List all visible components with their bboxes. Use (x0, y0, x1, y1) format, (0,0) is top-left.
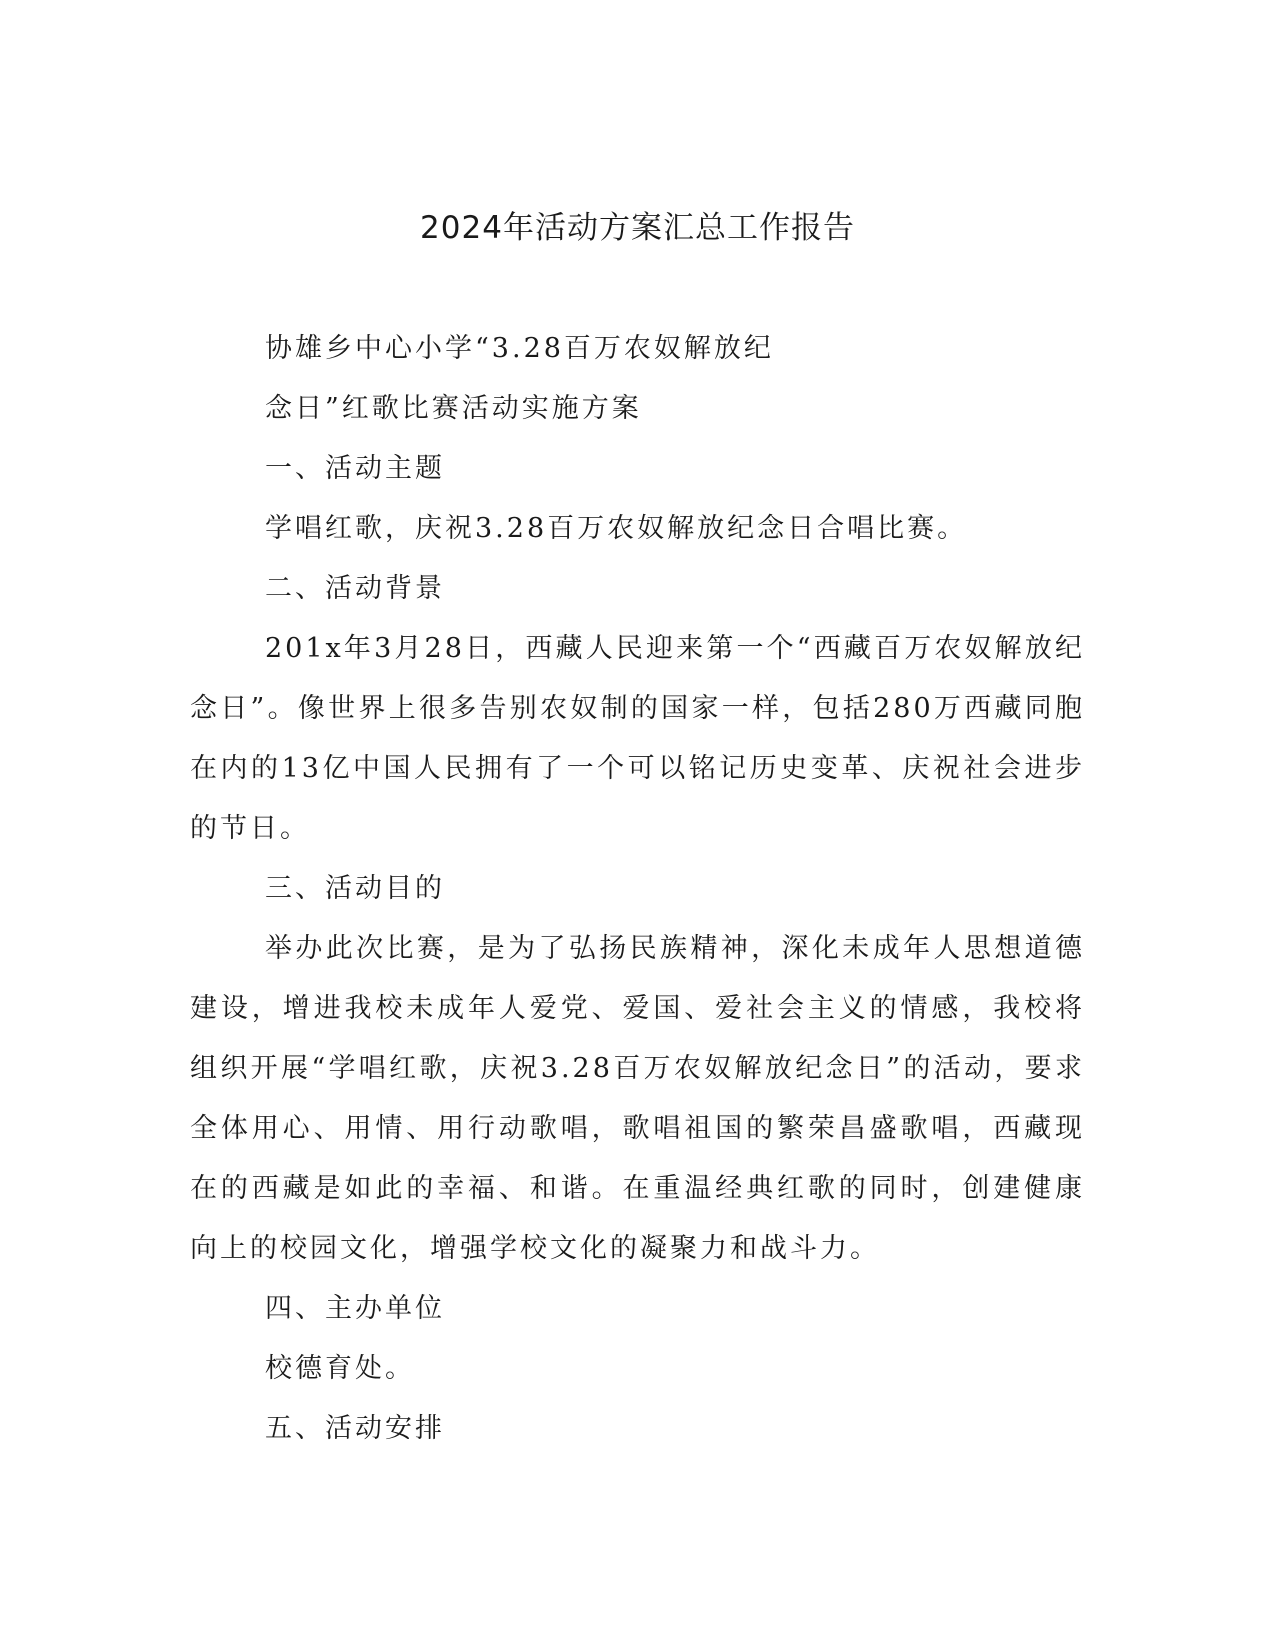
section-heading-purpose: 三、活动目的 (265, 873, 445, 904)
section-heading-arrangement: 五、活动安排 (265, 1413, 445, 1444)
paragraph-organizer: 校德育处。 (265, 1353, 415, 1384)
document-title: 2024年活动方案汇总工作报告 (420, 210, 855, 246)
section-heading-theme: 一、活动主题 (265, 453, 445, 484)
document-body (190, 319, 1085, 1459)
subtitle-line-1: 协雄乡中心小学“3.28百万农奴解放纪 (265, 333, 774, 364)
paragraph-purpose: 举办此次比赛，是为了弘扬民族精神，深化未成年人思想道德建设，增进我校未成年人爱党、爱国、爱社会主义的情感，我校将组织开展“学唱红歌，庆祝3.28百万农奴解放纪念日”的活动，要求全体用心、用情、用行动歌唱，歌唱祖国的繁荣昌盛歌唱，西藏现在的西藏是如此的幸福、和谐。在重温经典红歌的同时，创建健康向上的校园文化，增强学校文化的凝聚力和战斗力。 (190, 933, 1085, 1264)
paragraph-theme: 学唱红歌，庆祝3.28百万农奴解放纪念日合唱比赛。 (265, 513, 968, 544)
paragraph-background: 201x年3月28日，西藏人民迎来第一个“西藏百万农奴解放纪念日”。像世界上很多告别农奴制的国家一样，包括280万西藏同胞在内的13亿中国人民拥有了一个可以铭记历史变革、庆祝社会进步的节日。 (190, 633, 1085, 844)
section-heading-organizer: 四、主办单位 (265, 1293, 445, 1324)
section-heading-background: 二、活动背景 (265, 573, 445, 604)
subtitle-line-2: 念日”红歌比赛活动实施方案 (265, 393, 642, 424)
